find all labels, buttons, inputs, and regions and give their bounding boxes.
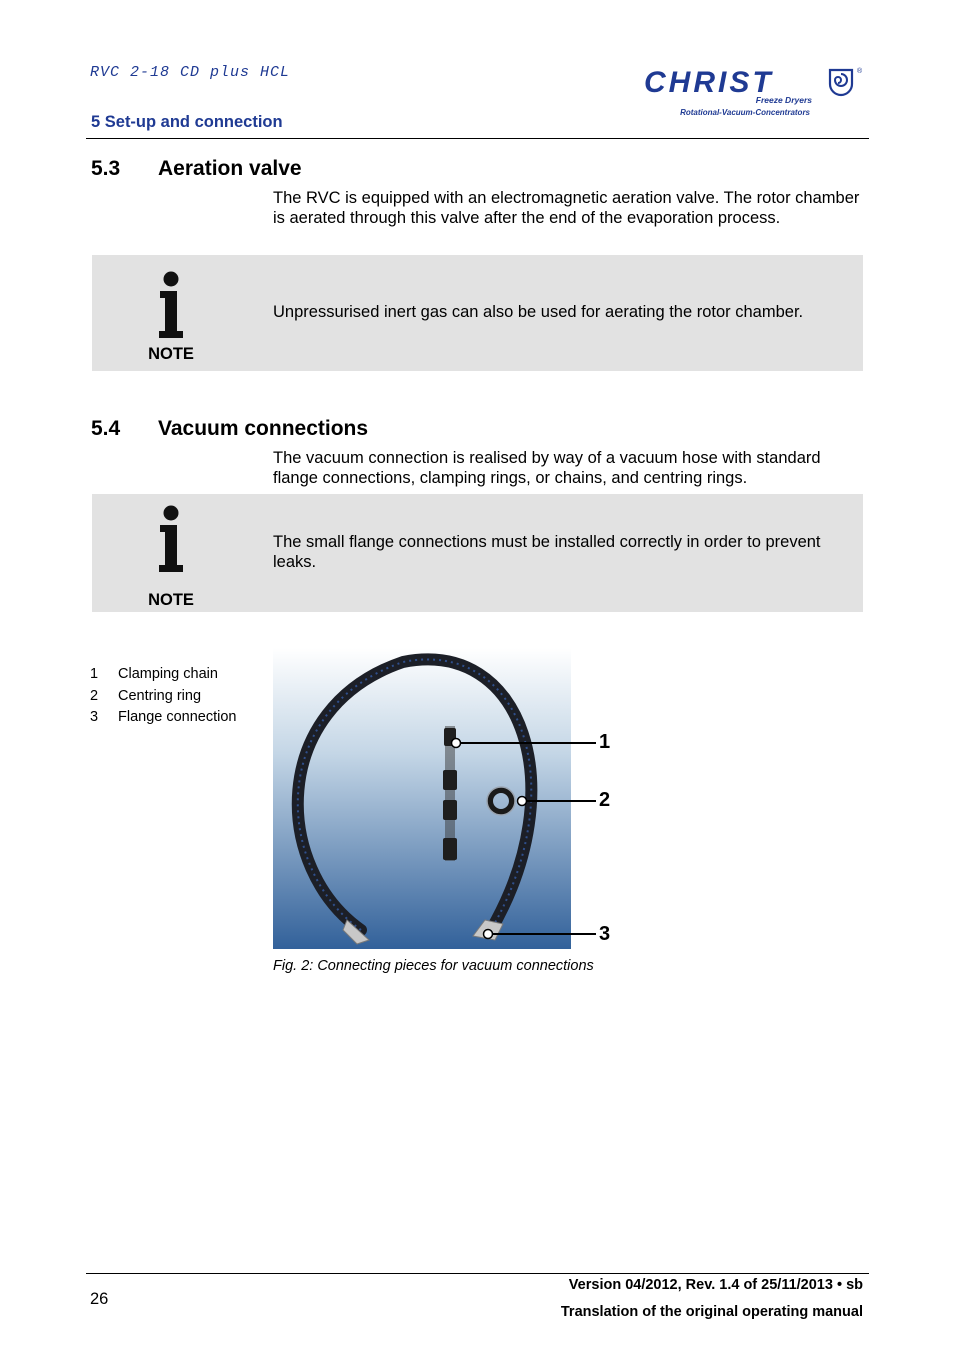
legend-label: Clamping chain <box>118 666 218 682</box>
legend-item <box>90 664 237 686</box>
note-box-vacuum <box>92 494 863 612</box>
figure-caption: Fig. 2: Connecting pieces for vacuum connections <box>273 958 594 974</box>
logo-line1: Freeze Dryers <box>755 95 812 105</box>
note-text: The small flange connections must be installed correctly in order to prevent leaks. <box>273 533 821 571</box>
christ-logo <box>640 60 864 120</box>
note-label: NOTE <box>148 591 194 609</box>
model-name: RVC 2-18 CD plus HCL <box>90 64 291 81</box>
legend-number: 3 <box>90 709 99 725</box>
logo-brand: CHRIST <box>644 66 774 99</box>
chapter-title: 5 Set-up and connection <box>91 113 283 131</box>
figure-legend <box>90 664 237 729</box>
swirl-icon <box>830 70 852 95</box>
footer-rule <box>86 1273 869 1274</box>
callout-1: 1 <box>599 731 611 753</box>
legend-label: Centring ring <box>118 687 202 704</box>
section-title: Vacuum connections <box>158 417 369 440</box>
section-heading-vacuum <box>91 417 491 443</box>
note-text: Unpressurised inert gas can also be used for aerating the rotor chamber. <box>273 303 804 321</box>
section-number: 5.4 <box>91 417 121 440</box>
aeration-paragraph: The RVC is equipped with an electromagnetic aeration valve. The rotor chamber is aerated through this valve after the end of the evaporation process. <box>273 189 860 227</box>
figure-callouts <box>450 730 620 945</box>
info-i-icon <box>155 505 187 573</box>
section-number: 5.3 <box>91 157 121 180</box>
info-i-icon <box>155 271 187 339</box>
legend-number: 1 <box>90 666 99 682</box>
section-title: Aeration valve <box>158 157 302 180</box>
legend-item <box>90 707 237 729</box>
logo-registered: ® <box>857 68 863 75</box>
note-box-aeration <box>92 255 863 371</box>
logo-line2: Rotational-Vacuum-Concentrators <box>680 108 810 117</box>
footer-version: Version 04/2012, Rev. 1.4 of 25/11/2013 • sb <box>568 1277 863 1293</box>
footer-translation: Translation of the original operating manual <box>560 1304 863 1320</box>
note-label: NOTE <box>148 345 194 363</box>
legend-label: Flange connection <box>118 709 237 725</box>
callout-3: 3 <box>599 923 611 945</box>
vacuum-paragraph: The vacuum connection is realised by way of a vacuum hose with standard flange connections, clamping rings, or chains, and centring rings. <box>273 449 821 487</box>
legend-item <box>90 686 237 708</box>
legend-number: 2 <box>90 687 99 704</box>
page-number: 26 <box>90 1290 109 1308</box>
callout-2: 2 <box>599 789 611 811</box>
header-rule <box>86 138 869 139</box>
section-heading-aeration <box>91 157 491 183</box>
